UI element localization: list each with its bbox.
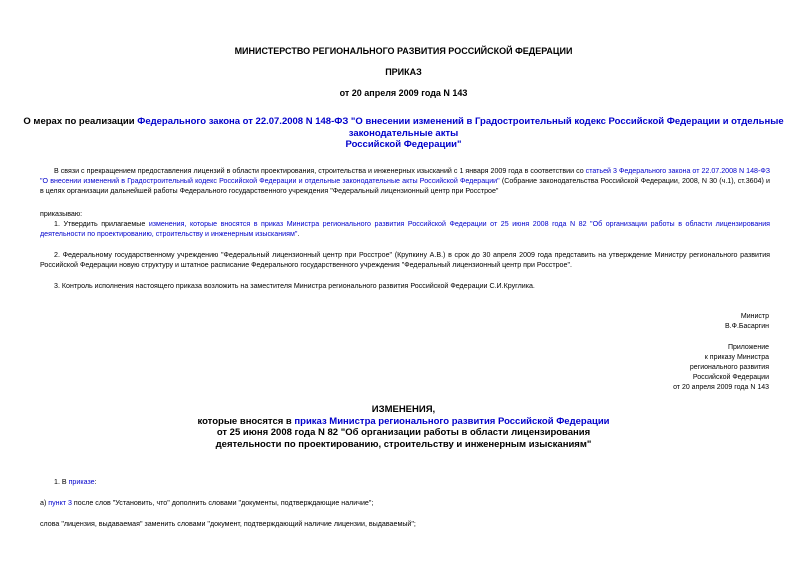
changes-item-a-prefix: а)	[40, 499, 49, 507]
signature-block	[725, 312, 769, 332]
changes-line1-prefix: которые вносятся в	[197, 415, 295, 427]
changes-item1-suffix: :	[94, 478, 97, 486]
document-date-number: от 20 апреля 2009 года N 143	[339, 88, 468, 98]
signer-position: Министр	[740, 313, 769, 320]
changes-line3: деятельности по проектированию, строительству и инженерным изысканиям"	[215, 438, 592, 450]
order-word: приказываю:	[40, 210, 83, 218]
appendix-line5: от 20 апреля 2009 года N 143	[673, 384, 769, 391]
item1-prefix: 1. Утвердить прилагаемые	[54, 220, 149, 228]
item1-suffix: .	[297, 230, 300, 238]
title-law-link-line3[interactable]: Российской Федерации"	[345, 139, 462, 150]
item1-changes-link[interactable]: изменения, которые вносятся в приказ Министра регионального развития Российской Федерации от 25 июня 2008 года N 82 "Об организации работы в области лицензирования деятельности по проектированию, строительству и инженерным изысканиям"	[40, 220, 770, 238]
order-item-1	[40, 219, 770, 239]
changes-item1-prefix: 1. В	[54, 478, 69, 486]
title-prefix: О мерах по реализации	[23, 116, 138, 127]
changes-title	[0, 404, 807, 450]
document-title	[0, 116, 807, 151]
order-item-3: 3. Контроль исполнения настоящего приказа возложить на заместителя Министра регионального развития Российской Федерации С.И.Круглика.	[54, 282, 535, 290]
clause-3-link[interactable]: пункт 3	[48, 499, 72, 507]
appendix-block	[673, 343, 769, 393]
preamble-text-end: (Собрание законодательства Российской Федерации, 2008, N 30 (ч.1), ст.3604) и в целях организации дальнейшей работы Федерального государственного учреждения "Федеральный лицензионный центр при Росстрое"	[40, 177, 770, 195]
ministry-name: МИНИСТЕРСТВО РЕГИОНАЛЬНОГО РАЗВИТИЯ РОССИЙСКОЙ ФЕДЕРАЦИИ	[234, 46, 573, 56]
title-law-link-line2[interactable]: законодательные акты	[348, 127, 459, 139]
changes-order-link[interactable]: приказ Министра регионального развития Российской Федерации	[294, 415, 610, 427]
signer-name: В.Ф.Басаргин	[725, 323, 769, 330]
changes-item-words: слова "лицензия, выдаваемая" заменить словами "документ, подтверждающий наличие лицензии, выдаваемый";	[40, 520, 416, 528]
order-item-2: 2. Федеральному государственному учреждению "Федеральный лицензионный центр при Росстрое" (Крупкину А.В.) в срок до 30 апреля 2009 года представить на утверждение Министру регионального развития Российской Федерации новую структуру и штатное расписание Федерального государственного учреждения "Федеральный лицензионный центр при Росстрое".	[40, 251, 770, 269]
appendix-line1: Приложение	[727, 344, 769, 351]
title-law-link[interactable]: Федерального закона от 22.07.2008 N 148-ФЗ "О внесении изменений в Градостроительный кодекс Российской Федерации и отдельные	[137, 116, 784, 127]
preamble-law-link[interactable]: статьей 3 Федерального закона от 22.07.2008 N 148-ФЗ "О внесении изменений в Градостроительный кодекс Российской Федерации и отдельные законодательные акты Российской Федерации"	[40, 167, 770, 185]
changes-item-a-suffix: после слов "Установить, что" дополнить словами "документы, подтверждающие наличие";	[71, 499, 374, 507]
changes-item-a	[40, 498, 770, 508]
appendix-line2: к приказу Министра	[704, 354, 769, 361]
preamble-text-start: В связи с прекращением предоставления лицензий в области проектирования, строительства и инженерных изысканий с 1 января 2009 года в соответствии со	[54, 167, 586, 175]
changes-line2: от 25 июня 2008 года N 82 "Об организации работы в области лицензирования	[216, 427, 591, 438]
preamble-paragraph	[40, 166, 770, 196]
changes-order-ref-link[interactable]: приказе	[68, 478, 95, 486]
changes-heading: ИЗМЕНЕНИЯ,	[371, 404, 436, 415]
document-type: ПРИКАЗ	[385, 67, 422, 77]
changes-item-1	[40, 477, 770, 487]
appendix-line3: регионального развития	[689, 364, 769, 371]
appendix-line4: Российской Федерации	[692, 374, 769, 381]
